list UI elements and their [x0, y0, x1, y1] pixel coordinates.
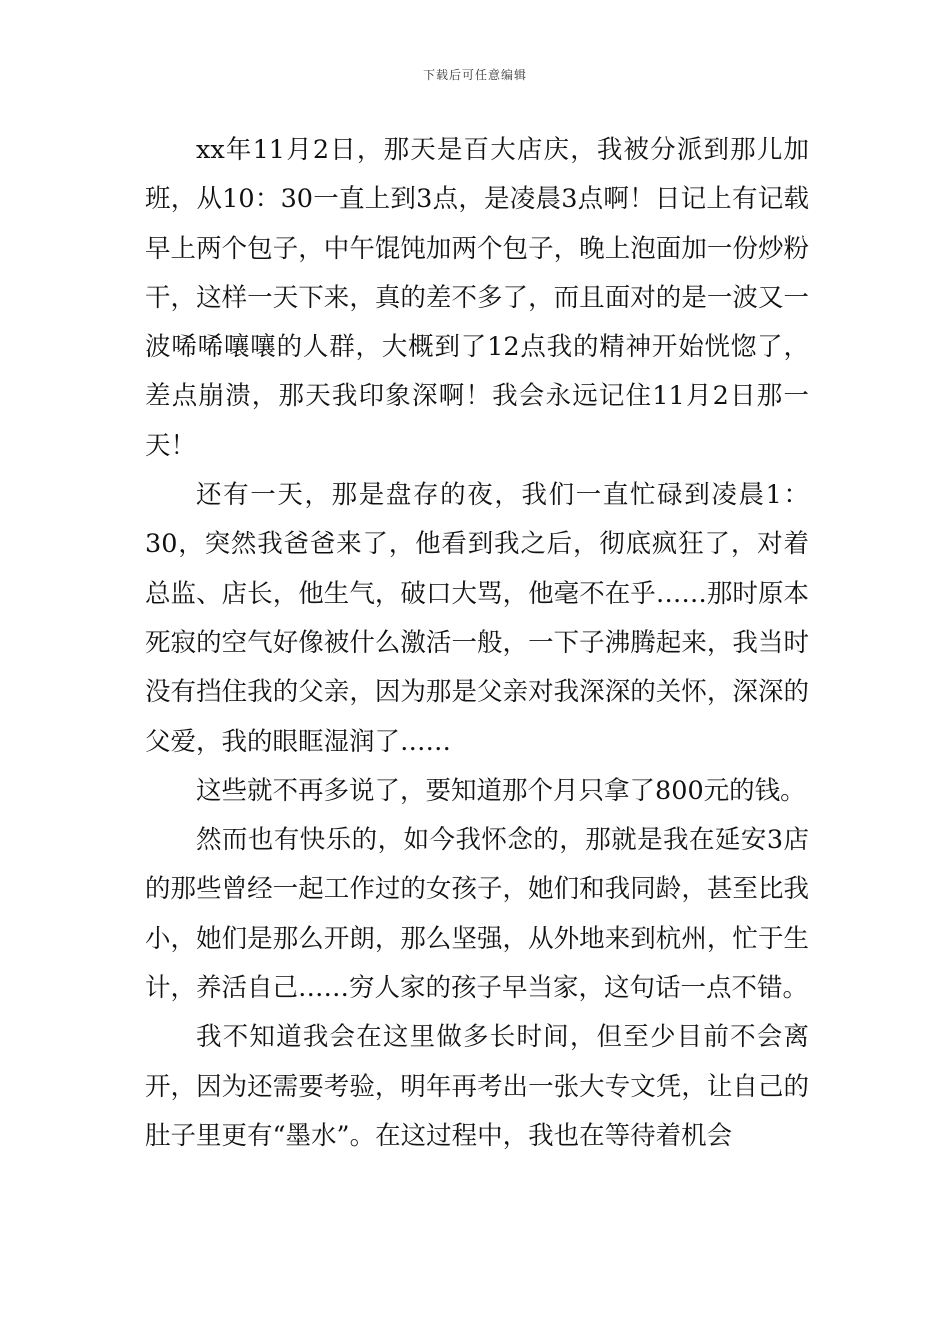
document-body	[145, 126, 809, 1161]
paragraph-1: xx年11月2日，那天是百大店庆，我被分派到那儿加班，从10：30一直上到3点，是凌晨3点啊！日记上有记载早上两个包子，中午馄饨加两个包子，晚上泡面加一份炒粉干，这样一天下来，真的差不多了，而且面对的是一波又一波唏唏嚷嚷的人群，大概到了12点我的精神开始恍惚了，差点崩溃，那天我印象深啊！我会永远记住11月2日那一天！	[145, 135, 809, 461]
paragraph-5: 我不知道我会在这里做多长时间，但至少目前不会离开，因为还需要考验，明年再考出一张大专文凭，让自己的肚子里更有“墨水”。在这过程中，我也在等待着机会	[145, 1022, 809, 1151]
page-header: 下载后可任意编辑	[422, 68, 527, 82]
paragraph-2: 还有一天，那是盘存的夜，我们一直忙碌到凌晨1：30，突然我爸爸来了，他看到我之后，彻底疯狂了，对着总监、店长，他生气，破口大骂，他毫不在乎……那时原本死寂的空气好像被什么激活一般，一下子沸腾起来，我当时没有挡住我的父亲，因为那是父亲对我深深的关怀，深深的父爱，我的眼眶湿润了……	[145, 480, 809, 757]
paragraph-3: 这些就不再多说了，要知道那个月只拿了800元的钱。	[196, 775, 806, 806]
paragraph-4: 然而也有快乐的，如今我怀念的，那就是我在延安3店的那些曾经一起工作过的女孩子，她们和我同龄，甚至比我小，她们是那么开朗，那么坚强，从外地来到杭州，忙于生计，养活自己……穷人家的孩子早当家，这句话一点不错。	[145, 825, 809, 1004]
